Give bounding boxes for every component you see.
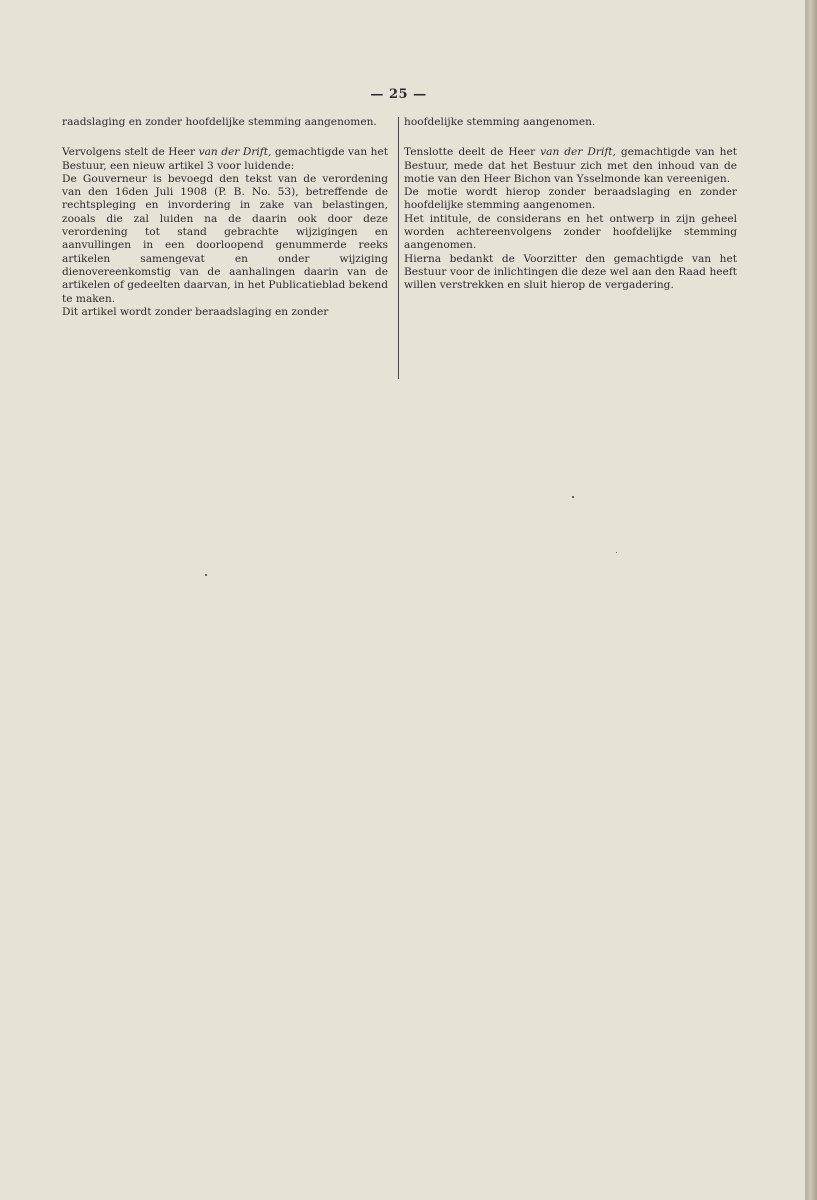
left-paragraph-2-intro: Vervolgens stelt de Heer: [62, 146, 199, 159]
left-paragraph-3: De Gouverneur is bevoegd den tekst van de verordening van den 16den Juli 1908 (P. B. No. 53), betreffende de rechtspleging en invordering in zake van belastingen, zooals die zal luiden na de daarin ook door deze verordening tot stand gebrachte wijzigingen en aanvullingen in een doorloopend genummerde reeks artikelen samengevat en onder wijziging dienovereenkomstig van de aanhalingen daarin van de artikelen of gedeelten daarvan, in het Publicatieblad bekend te maken.: [62, 172, 388, 305]
right-paragraph-2-rest: gemachtigde van het Bestuur, mede dat het Bestuur zich met den inhoud van de motie van den Heer Bichon van Ysselmonde kan vereenigen.: [404, 146, 737, 185]
paper-speck: [616, 552, 617, 553]
paper-speck: [205, 574, 207, 576]
column-divider: [398, 117, 399, 379]
right-column: [404, 116, 737, 293]
left-column: [62, 116, 388, 319]
paper-speck: [572, 496, 574, 498]
left-paragraph-2-rest: gemachtigde van het Bestuur, een nieuw artikel 3 voor luidende:: [62, 146, 388, 172]
left-paragraph-4: Dit artikel wordt zonder beraadslaging en zonder: [62, 305, 329, 318]
left-paragraph-2: [62, 146, 388, 173]
right-paragraph-5: Hierna bedankt de Voorzitter den gemachtigde van het Bestuur voor de inlichtingen die deze wel aan den Raad heeft willen verstrekken en sluit hierop de vergadering.: [404, 252, 737, 292]
right-paragraph-4: Het intitule, de considerans en het ontwerp in zijn geheel worden achtereenvolgens zonder hoofdelijke stemming aangenomen.: [404, 212, 737, 252]
right-paragraph-1: hoofdelijke stemming aangenomen.: [404, 116, 596, 128]
page-edge: [806, 0, 817, 1200]
right-paragraph-2-intro: Tenslotte deelt de Heer: [404, 146, 541, 159]
left-paragraph-1: raadslaging en zonder hoofdelijke stemming aangenomen.: [62, 116, 377, 128]
page-number: — 25 —: [370, 87, 427, 102]
right-paragraph-2: [404, 146, 737, 186]
right-paragraph-3: De motie wordt hierop zonder beraadslaging en zonder hoofdelijke stemming aangenomen.: [404, 186, 737, 212]
left-paragraph-2-name: van der Drift,: [198, 146, 272, 159]
right-paragraph-2-name: van der Drift,: [540, 146, 616, 159]
